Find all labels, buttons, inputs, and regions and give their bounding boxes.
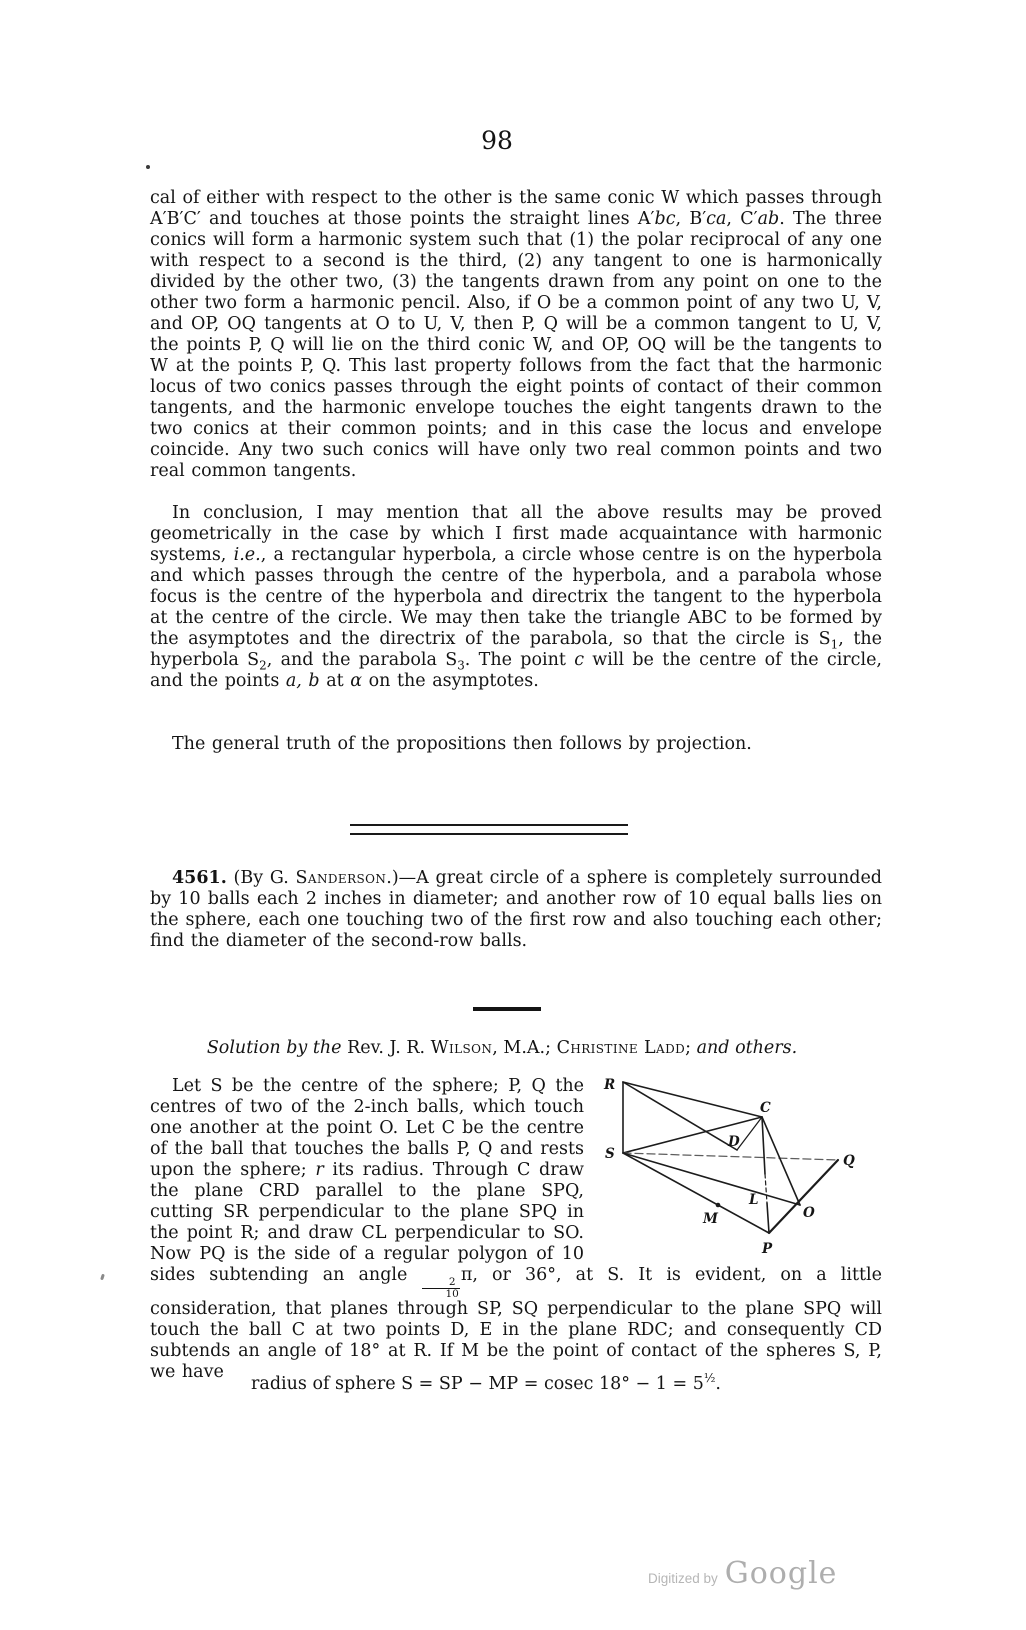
segment-CP-lower bbox=[767, 1203, 769, 1233]
segment-RD bbox=[623, 1082, 737, 1150]
text-segment: ; bbox=[685, 1038, 697, 1058]
point-M-dot bbox=[716, 1203, 721, 1208]
text-segment: , the hyperbola S bbox=[150, 629, 882, 670]
text-segment: α bbox=[350, 671, 363, 691]
text-segment: on the asymptotes. bbox=[362, 671, 539, 691]
text-segment: will be the centre of the circle, and the points bbox=[150, 650, 882, 691]
geometry-figure bbox=[592, 1076, 882, 1260]
problem-statement bbox=[150, 868, 882, 952]
text-segment: Sanderson bbox=[295, 868, 387, 888]
text-segment: a, b bbox=[285, 671, 320, 691]
diagram-label-Q: Q bbox=[843, 1153, 855, 1169]
text-segment: Solution by the bbox=[206, 1038, 342, 1058]
section-divider-double-rule bbox=[350, 824, 628, 835]
text-segment: and others. bbox=[696, 1038, 798, 1058]
text-segment: . The three conics will form a harmonic system such that (1) the polar reciprocal of any one with respect to a second is the third, (2) any tangent to one is harmonically divided by the other two, (3) the tangents drawn from any point on one to the other two form a harmonic pencil. Also, if O be a common point of any two U, V, and OP, OQ tangents at O to U, V, then P, Q will be a common tangent to U, V, the points P, Q will lie on the third conic W, and OP, OQ will be the tangents to W at the points P, Q. This last property follows from the fact that the harmonic locus of two conics passes through the eight points of contact of their common tangents, and the harmonic envelope touches the eight tangents drawn to the two conics at their common points; and in this case the locus and envelope coincide. Any two such conics will have only two real common points and two real common tangents. bbox=[150, 209, 882, 481]
article-paragraph-2 bbox=[150, 503, 882, 692]
segment-SO bbox=[623, 1153, 800, 1205]
solution-divider-rule bbox=[473, 1007, 541, 1011]
diagram-label-R: R bbox=[604, 1077, 616, 1093]
text-segment: Rev. J. R. bbox=[341, 1038, 431, 1058]
diagram-label-C: C bbox=[760, 1100, 771, 1116]
ink-speck bbox=[100, 1274, 105, 1281]
text-segment: Let S be the centre of the sphere; P, Q the centres of two of the 2-inch balls, which touch one another at the point O. Let C be the centre of the ball that touches the balls P, Q and rests upon the sphere; bbox=[150, 1076, 584, 1180]
diagram-label-O: O bbox=[803, 1205, 815, 1221]
text-segment: 3 bbox=[457, 658, 465, 673]
text-segment: , M.A.; bbox=[492, 1038, 557, 1058]
text-segment: , C′ bbox=[726, 209, 758, 229]
diagram-label-L: L bbox=[749, 1192, 759, 1208]
text-segment: 1 bbox=[830, 637, 839, 652]
text-segment: 4561. bbox=[172, 868, 227, 888]
diagram-label-P: P bbox=[762, 1241, 773, 1257]
text-segment: , B′ bbox=[675, 209, 707, 229]
diagram-label-M: M bbox=[703, 1211, 718, 1227]
text-segment: i.e. bbox=[233, 545, 261, 565]
sphere-diagram bbox=[592, 1076, 882, 1260]
text-segment: (By G. bbox=[226, 868, 296, 888]
text-segment: , a rectangular hyperbola, a circle whose centre is on the hyperbola and which passes through the centre of the hyperbola, and a parabola whose focus is the centre of the hyperbola and directrix the tangent to the hyperbola at the centre of the circle. We may then take the triangle ABC to be formed by the asymptotes and the directrix of the parabola, so that the circle is S bbox=[150, 545, 883, 649]
text-segment: π, or 36°, at S. It is evident, on a little consideration, that planes through SP, SQ perpendicular to the plane SPQ will touch the ball C at two points D, E in the plane RDC; and consequently CD subtends an angle of 18° at R. If M be the point of contact of the spheres S, P, we have bbox=[150, 1265, 882, 1382]
text-segment: bc bbox=[654, 209, 676, 229]
text-segment: In conclusion, I may mention that all the above results may be proved geometrically in the case by which I first made acquaintance with harmonic systems, bbox=[150, 503, 882, 565]
segment-QP bbox=[769, 1160, 838, 1233]
text-segment: r bbox=[315, 1160, 324, 1180]
segment-CP-upper bbox=[762, 1117, 765, 1174]
text-segment: ca bbox=[706, 209, 727, 229]
segment-SQ bbox=[623, 1153, 838, 1160]
text-segment: Christine Ladd bbox=[556, 1038, 686, 1058]
text-segment: its radius. Through C draw the plane CRD parallel to the plane SPQ, cutting SR perpendicular to the plane SPQ in the point R; and draw CL perpendicular to SO. Now PQ is the side of a regular polygon of 10 sides subtending an angle bbox=[150, 1160, 584, 1285]
text-segment: ab bbox=[757, 209, 780, 229]
text-segment: cal of either with respect to the other is the same conic W which passes through A′B′C′ and touches at those points the straight lines A′ bbox=[150, 188, 882, 229]
text-segment: ½ bbox=[703, 1371, 716, 1386]
segment-CO bbox=[762, 1117, 800, 1205]
segment-CL-dashed bbox=[765, 1174, 767, 1203]
solution-attribution bbox=[136, 1038, 868, 1058]
ink-speck bbox=[146, 165, 150, 169]
result-formula bbox=[120, 1371, 852, 1394]
google-logo: Google bbox=[724, 1556, 838, 1591]
text-segment: radius of sphere S = SP − MP = cosec 18° − 1 = 5 bbox=[251, 1374, 704, 1394]
page-number: 98 bbox=[481, 126, 513, 155]
text-segment: at bbox=[319, 671, 351, 691]
article-paragraph-1 bbox=[150, 188, 882, 482]
text-segment: $\frac{2}{10}$ bbox=[422, 1277, 459, 1299]
segment-SP bbox=[623, 1153, 769, 1233]
text-segment: . bbox=[715, 1374, 721, 1394]
digitized-by-text: Digitized by bbox=[648, 1571, 718, 1586]
segment-SC bbox=[623, 1117, 762, 1153]
text-segment: . The point bbox=[464, 650, 575, 670]
diagram-label-D: D bbox=[728, 1134, 740, 1150]
segment-RC bbox=[623, 1082, 762, 1117]
text-segment: , and the parabola S bbox=[266, 650, 458, 670]
google-watermark bbox=[648, 1556, 837, 1591]
text-segment: 2 bbox=[259, 658, 267, 673]
text-segment: c bbox=[574, 650, 584, 670]
text-segment: Wilson bbox=[430, 1038, 493, 1058]
text-segment: .)—A great circle of a sphere is completely surrounded by 10 balls each 2 inches in diameter; and another row of 10 equal balls lies on the sphere, each one touching two of the first row and also touching each other; find the diameter of the second-row balls. bbox=[150, 868, 882, 951]
diagram-label-S: S bbox=[605, 1146, 615, 1162]
article-paragraph-3: The general truth of the propositions then follows by projection. bbox=[172, 734, 752, 754]
